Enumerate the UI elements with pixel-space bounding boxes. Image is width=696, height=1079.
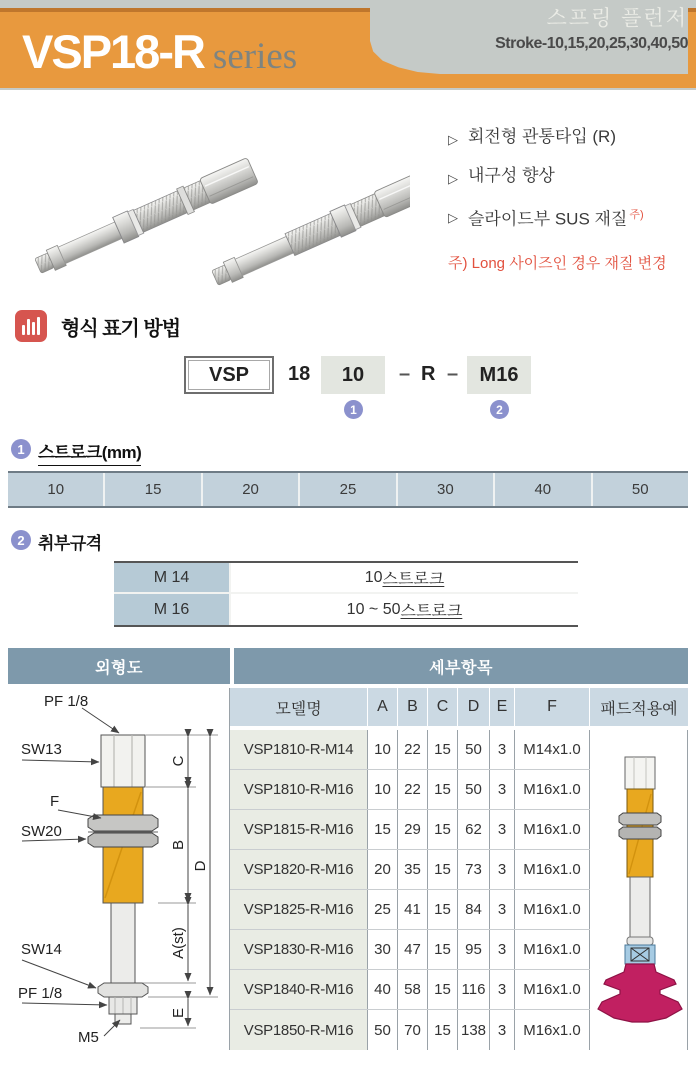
- stroke-value: 25: [300, 473, 397, 506]
- banner-right-text: [495, 6, 688, 56]
- drawing-header: 외형도: [8, 648, 230, 684]
- label-pf-bottom: PF 1/8: [18, 985, 63, 1002]
- dim-b: B: [170, 839, 187, 851]
- spec-table-header: [8, 648, 688, 684]
- col-header-b: B: [398, 688, 428, 726]
- outline-drawing: [8, 688, 230, 1050]
- model-dash: –: [399, 363, 411, 385]
- spec-table: [8, 648, 688, 1053]
- col-header-e: E: [490, 688, 515, 726]
- stroke-value: 40: [495, 473, 592, 506]
- dim-e: E: [170, 1007, 187, 1019]
- model-mount-box: M16: [467, 356, 531, 394]
- mount-spec-cell: M 14: [114, 563, 231, 592]
- stroke-section-title: 스트로크(mm): [38, 438, 141, 466]
- stroke-section-badge: 1: [11, 439, 31, 459]
- feature-item: [448, 165, 688, 190]
- product-name-korean: 스프링 플런저: [546, 7, 688, 30]
- feature-text: 내구성 향상: [468, 166, 555, 185]
- col-header-a: A: [368, 688, 398, 726]
- model-base: VSP: [188, 360, 270, 390]
- col-header-c: C: [428, 688, 458, 726]
- table-row: VSP1810-R-M16 10 22 15 50 3 M16x1.0: [230, 770, 590, 810]
- spec-table-body: [8, 688, 688, 1050]
- label-m5: M5: [78, 1029, 99, 1046]
- product-photo: [10, 98, 410, 298]
- triangle-bullet-icon: ▷: [448, 210, 458, 225]
- stroke-value: 20: [203, 473, 300, 506]
- label-sw13: SW13: [21, 741, 62, 758]
- triangle-bullet-icon: ▷: [448, 171, 458, 186]
- stroke-table: [8, 471, 688, 508]
- dim-d: D: [192, 860, 209, 872]
- label-pf-top: PF 1/8: [44, 693, 89, 710]
- stroke-range-line: Stroke-10,15,20,25,30,40,50: [495, 35, 688, 52]
- outline-drawing-cell: [8, 688, 230, 1050]
- feature-item: [448, 204, 688, 231]
- feature-text: 회전형 관통타입 (R): [468, 127, 616, 146]
- dim-c: C: [170, 755, 187, 767]
- details-section: [230, 688, 688, 1050]
- stroke-value: 10: [8, 473, 105, 506]
- mount-section-badge: 2: [11, 530, 31, 550]
- callout-badge-1: 1: [344, 400, 363, 419]
- mount-section-title: 취부규격: [38, 534, 102, 553]
- col-header-d: D: [458, 688, 490, 726]
- model-size: 18: [288, 363, 311, 385]
- bar-chart-icon: [15, 310, 47, 342]
- spec-rows: [230, 730, 590, 1050]
- mount-table: [114, 561, 578, 627]
- stroke-value: 50: [593, 473, 688, 506]
- series-code: VSP18-R: [22, 25, 204, 78]
- footnote-text: 주) Long 사이즈인 경우 재질 변경: [448, 255, 667, 272]
- model-dash: –: [447, 363, 459, 385]
- col-header-f: F: [515, 688, 590, 726]
- stroke-value: 30: [398, 473, 495, 506]
- dim-a: A(st): [170, 927, 187, 959]
- feature-list: [448, 126, 688, 245]
- table-row: VSP1815-R-M16 15 29 15 62 3 M16x1.0: [230, 810, 590, 850]
- model-base-box: [184, 356, 274, 394]
- table-row: VSP1820-R-M16 20 35 15 73 3 M16x1.0: [230, 850, 590, 890]
- feature-item: [448, 126, 688, 151]
- triangle-bullet-icon: ▷: [448, 132, 458, 147]
- plunger-photo-1: [32, 158, 258, 279]
- table-row: VSP1840-R-M16 40 58 15 116 3 M16x1.0: [230, 970, 590, 1010]
- section-header: [15, 310, 180, 342]
- table-row: [114, 563, 578, 594]
- footnote-ref: 주): [629, 209, 644, 221]
- mount-spec-cell: M 16: [114, 594, 231, 625]
- column-header-row: [230, 688, 688, 728]
- feature-text: 슬라이드부 SUS 재질 $^{주)}$: [468, 209, 644, 229]
- series-word: series: [212, 36, 298, 77]
- pad-example-drawing: [590, 730, 688, 1050]
- col-header-model: 모델명: [230, 688, 368, 726]
- mount-range-cell: 10 스트로크: [231, 563, 578, 592]
- label-sw14: SW14: [21, 941, 62, 958]
- pad-example-cell: [590, 730, 688, 1050]
- label-f: F: [50, 793, 60, 810]
- callout-badge-2: 2: [490, 400, 509, 419]
- page-banner: [0, 0, 696, 90]
- details-header: 세부항목: [234, 648, 688, 684]
- mount-range-cell: 10 ~ 50 스트로크: [231, 594, 578, 625]
- stroke-value: 15: [105, 473, 202, 506]
- model-type: R: [421, 363, 436, 385]
- series-title: [22, 24, 297, 79]
- col-header-pad: 패드적용예: [600, 700, 678, 718]
- label-sw20: SW20: [21, 823, 62, 840]
- table-row: VSP1850-R-M16 50 70 15 138 3 M16x1.0: [230, 1010, 590, 1050]
- model-stroke-box: 10: [321, 356, 385, 394]
- section-title: 형식 표기 방법: [61, 317, 181, 340]
- table-row: [114, 594, 578, 625]
- table-row: VSP1810-R-M14 10 22 15 50 3 M14x1.0: [230, 730, 590, 770]
- table-row: VSP1830-R-M16 30 47 15 95 3 M16x1.0: [230, 930, 590, 970]
- table-row: VSP1825-R-M16 25 41 15 84 3 M16x1.0: [230, 890, 590, 930]
